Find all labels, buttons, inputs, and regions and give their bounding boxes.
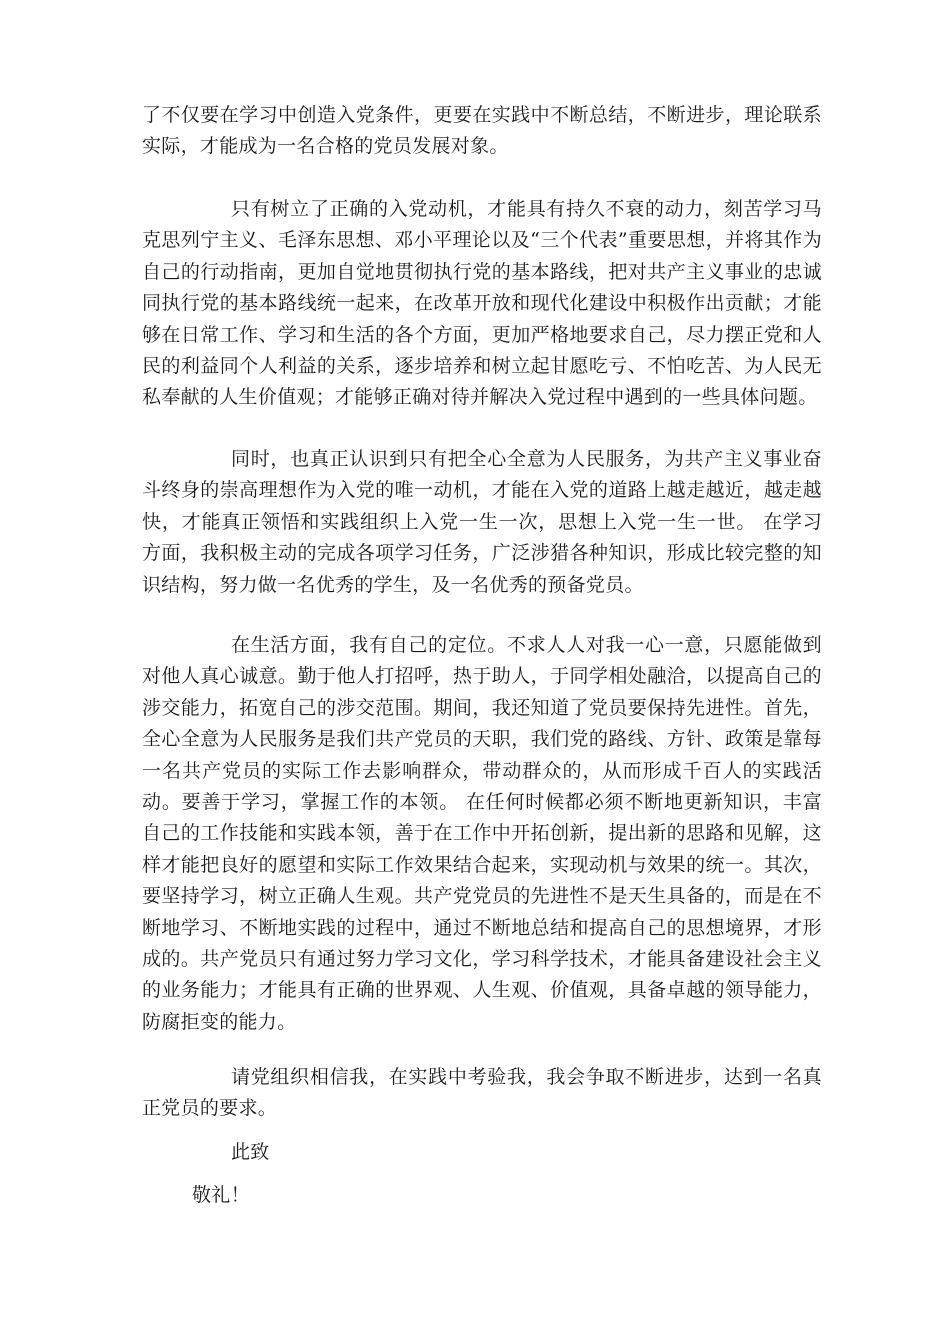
closing-respect: 敬礼！ <box>192 1184 250 1206</box>
paragraph-5: 请党组织相信我，在实践中考验我，我会争取不断进步，达到一名真正党员的要求。 <box>142 1066 822 1120</box>
closing-salutation: 此致 <box>231 1141 270 1163</box>
paragraph-2: 只有树立了正确的入党动机，才能具有持久不衰的动力，刻苦学习马克思列宁主义、毛泽东思想、邓小平理论以及“三个代表”重要思想，并将其作为自己的行动指南，更加自觉地贯彻执行党的基本路线，把对共产主义事业的忠诚同执行党的基本路线统一起来，在改革开放和现代化建设中积极作出贡献；才能够在日常工作、学习和生活的各个方面，更加严格地要求自己，尽力摆正党和人民的利益同个人利益的关系，逐步培养和树立起甘愿吃亏、不怕吃苦、为人民无私奉献的人生价值观；才能够正确对待并解决入党过程中遇到的一些具体问题。 <box>142 198 822 409</box>
paragraph-3: 同时，也真正认识到只有把全心全意为人民服务，为共产主义事业奋斗终身的崇高理想作为入党的唯一动机，才能在入党的道路上越走越近，越走越快，才能真正领悟和实践组织上入党一生一次，思想上入党一生一世。 在学习方面，我积极主动的完成各项学习任务，广泛涉猎各种知识，形成比较完整的知识结构，努力做一名优秀的学生，及一名优秀的预备党员。 <box>142 448 822 596</box>
paragraph-4: 在生活方面，我有自己的定位。不求人人对我一心一意，只愿能做到对他人真心诚意。勤于他人打招呼，热于助人，于同学相处融洽，以提高自己的涉交能力，拓宽自己的涉交范围。期间，我还知道了党员要保持先进性。首先，全心全意为人民服务是我们共产党员的天职，我们党的路线、方针、政策是靠每一名共产党员的实际工作去影响群众，带动群众的，从而形成千百人的实践活动。要善于学习，掌握工作的本领。 在任何时候都必须不断地更新知识，丰富自己的工作技能和实践本领，善于在工作中开拓创新，提出新的思路和见解，这样才能把良好的愿望和实际工作效果结合起来，实现动机与效果的统一。其次，要坚持学习，树立正确人生观。共产党党员的先进性不是天生具备的，而是在不断地学习、不断地实践的过程中，通过不断地总结和提高自己的思想境界，才形成的。共产党员只有通过努力学习文化，学习科学技术，才能具备建设社会主义的业务能力；才能具有正确的世界观、人生观、价值观，具备卓越的领导能力，防腐拒变的能力。 <box>142 634 822 1033</box>
paragraph-1: 了不仅要在学习中创造入党条件，更要在实践中不断总结，不断进步，理论联系实际，才能成为一名合格的党员发展对象。 <box>142 104 822 158</box>
